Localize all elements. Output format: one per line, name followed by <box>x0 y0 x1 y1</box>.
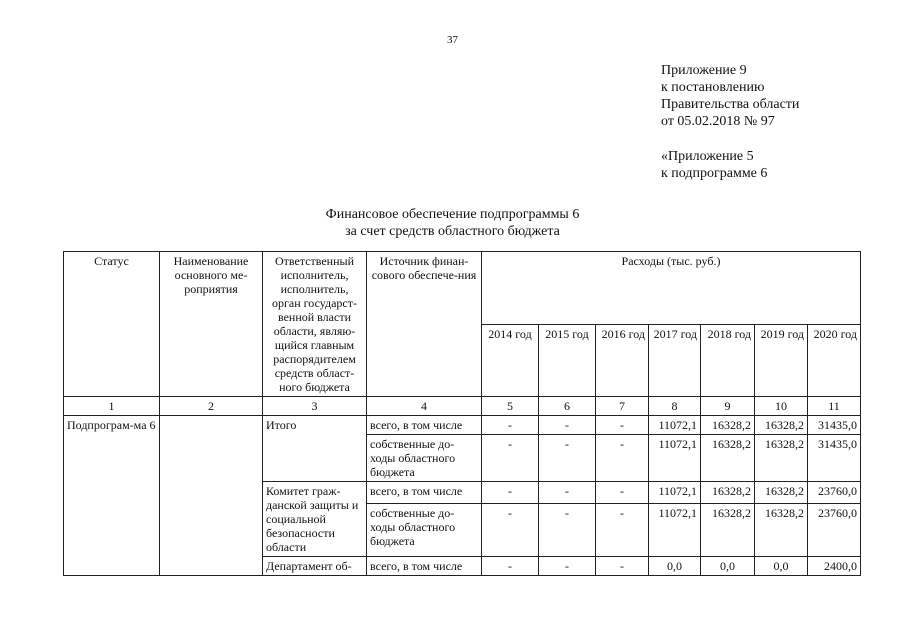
value-cell: - <box>596 482 649 504</box>
appendix-reference-2 <box>661 148 767 182</box>
value-cell: - <box>539 416 596 435</box>
activity-name-cell <box>160 416 263 576</box>
appendix-reference <box>661 62 799 130</box>
value-cell: - <box>539 435 596 482</box>
value-cell: 11072,1 <box>649 482 701 504</box>
value-cell: - <box>482 435 539 482</box>
appendix-line: Правительства области <box>661 97 800 112</box>
header-year: 2018 год <box>701 324 755 397</box>
source-cell: собственные до-ходы областного бюджета <box>367 435 482 482</box>
header-name: Наименование основного ме-роприятия <box>160 252 263 397</box>
header-expenses: Расходы (тыс. руб.) <box>482 252 861 325</box>
value-cell: 2400,0 <box>808 557 861 576</box>
value-cell: - <box>482 503 539 556</box>
header-year: 2019 год <box>755 324 808 397</box>
value-cell: 31435,0 <box>808 435 861 482</box>
executor-cell: Комитет граж-данской защиты и социальной безопасности области <box>263 482 367 557</box>
column-number: 4 <box>367 397 482 416</box>
value-cell: - <box>596 416 649 435</box>
value-cell: 0,0 <box>755 557 808 576</box>
budget-table <box>63 251 861 576</box>
column-number: 11 <box>808 397 861 416</box>
executor-cell: Итого <box>263 416 367 482</box>
appendix-line: к подпрограмме 6 <box>661 166 768 181</box>
value-cell: 16328,2 <box>701 416 755 435</box>
value-cell: - <box>596 557 649 576</box>
title-line-2: за счет средств областного бюджета <box>345 224 560 239</box>
source-cell: всего, в том числе <box>367 416 482 435</box>
appendix-line: Приложение 9 <box>661 63 747 78</box>
value-cell: 31435,0 <box>808 416 861 435</box>
executor-cell: Департамент об- <box>263 557 367 576</box>
column-number: 10 <box>755 397 808 416</box>
header-year: 2016 год <box>596 324 649 397</box>
source-cell: всего, в том числе <box>367 557 482 576</box>
value-cell: 11072,1 <box>649 503 701 556</box>
value-cell: 16328,2 <box>701 482 755 504</box>
header-source: Источник финан-сового обеспече-ния <box>367 252 482 397</box>
appendix-line: к постановлению <box>661 80 765 95</box>
table-row <box>64 416 861 435</box>
column-number: 9 <box>701 397 755 416</box>
header-year: 2015 год <box>539 324 596 397</box>
value-cell: 16328,2 <box>755 435 808 482</box>
value-cell: 0,0 <box>649 557 701 576</box>
header-year: 2017 год <box>649 324 701 397</box>
column-number: 3 <box>263 397 367 416</box>
value-cell: 16328,2 <box>755 503 808 556</box>
column-number: 2 <box>160 397 263 416</box>
value-cell: 23760,0 <box>808 503 861 556</box>
column-number: 8 <box>649 397 701 416</box>
value-cell: - <box>482 416 539 435</box>
appendix-line: «Приложение 5 <box>661 149 754 164</box>
column-number: 6 <box>539 397 596 416</box>
header-year: 2020 год <box>808 324 861 397</box>
source-cell: собственные до-ходы областного бюджета <box>367 503 482 556</box>
column-number: 5 <box>482 397 539 416</box>
document-title <box>0 206 905 240</box>
page-number: 37 <box>447 34 458 46</box>
value-cell: - <box>482 482 539 504</box>
value-cell: - <box>596 503 649 556</box>
value-cell: 11072,1 <box>649 435 701 482</box>
value-cell: - <box>596 435 649 482</box>
value-cell: - <box>539 557 596 576</box>
value-cell: 23760,0 <box>808 482 861 504</box>
header-year: 2014 год <box>482 324 539 397</box>
value-cell: - <box>539 482 596 504</box>
value-cell: - <box>539 503 596 556</box>
value-cell: 16328,2 <box>701 503 755 556</box>
value-cell: 0,0 <box>701 557 755 576</box>
source-cell: всего, в том числе <box>367 482 482 504</box>
column-number-row <box>64 397 861 416</box>
value-cell: 11072,1 <box>649 416 701 435</box>
value-cell: 16328,2 <box>755 482 808 504</box>
header-status: Статус <box>64 252 160 397</box>
header-row <box>64 252 861 325</box>
column-number: 7 <box>596 397 649 416</box>
column-number: 1 <box>64 397 160 416</box>
header-executor: Ответственный исполнитель, исполнитель, орган государст-венной власти области, являю-щийся главным распорядителем средств област-ного бюджета <box>263 252 367 397</box>
value-cell: 16328,2 <box>701 435 755 482</box>
appendix-line: от 05.02.2018 № 97 <box>661 114 775 129</box>
value-cell: 16328,2 <box>755 416 808 435</box>
title-line-1: Финансовое обеспечение подпрограммы 6 <box>325 207 580 222</box>
value-cell: - <box>482 557 539 576</box>
status-cell: Подпрограм-ма 6 <box>64 416 160 576</box>
